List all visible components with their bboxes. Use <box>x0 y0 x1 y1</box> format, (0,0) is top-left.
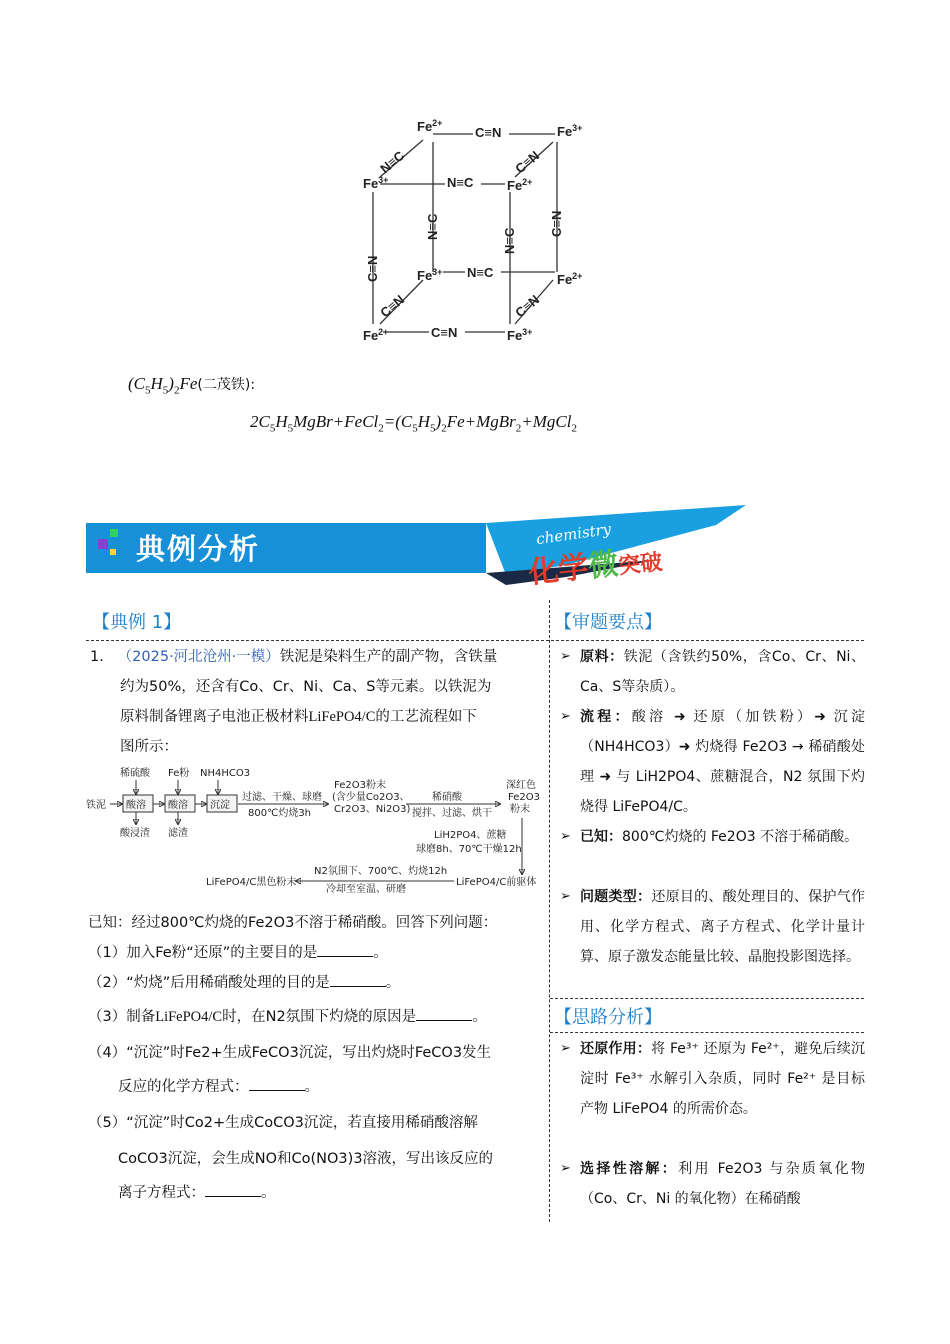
arrow-icon: ➢ <box>560 709 571 724</box>
flow-start: 铁泥 <box>86 800 106 811</box>
review-point-3: ➢ 已知：800℃灼烧的 Fe2O3 不溶于稀硝酸。 <box>560 822 865 852</box>
flow-product-1b: (含少量Co2O3、 <box>332 792 410 803</box>
flow-product-1a: Fe2O3粉末 <box>334 780 386 791</box>
svg-text:酸溶: 酸溶 <box>126 800 146 811</box>
example-heading: 【典例 1】 <box>92 612 182 633</box>
divider-mid <box>550 998 864 999</box>
lattice-bond-diag-4: C≡N <box>512 291 543 321</box>
svg-text:沉淀: 沉淀 <box>210 800 230 811</box>
intro-line-1: 1. （2025·河北沧州·一模）铁泥是染料生产的副产物，含铁量 <box>90 649 498 665</box>
lattice-corner-7: $Fe^{2+}$ <box>363 327 389 343</box>
arrow-icon: ➢ <box>560 649 571 664</box>
flow-step-3a: LiH2PO4、蔗糖 <box>434 830 507 841</box>
ferrocene-label: (二茂铁): <box>197 377 256 393</box>
flow-product-1c: Cr2O3、Ni2O3) <box>334 804 411 815</box>
flow-step-1-bottom: 800℃灼烧3h <box>248 808 312 819</box>
lattice-bond-mid-v: N≡C <box>425 213 440 240</box>
svg-text:酸溶: 酸溶 <box>168 800 188 811</box>
ferrocene-equation: $2C_5H_5MgBr+FeCl_2=(C_5H_5)_2Fe+MgBr_2+MgCl_2$ <box>250 412 577 435</box>
intro-line-4: 图所示： <box>120 739 178 755</box>
banner-square-yellow <box>110 549 116 555</box>
lattice-corner-4: $Fe^{2+}$ <box>507 177 533 193</box>
question-4-cont: 反应的化学方程式： 。 <box>88 1072 550 1102</box>
arrow-icon: ➢ <box>560 1041 571 1056</box>
lattice-bond-bottom: C≡N <box>431 325 458 340</box>
lattice-bond-mid: N≡C <box>447 175 474 190</box>
lattice-corner-3: $Fe^{3+}$ <box>363 175 389 191</box>
flow-product-2b: Fe2O3 <box>508 792 540 803</box>
banner-square-green <box>110 529 118 537</box>
lattice-corner-1: $Fe^{2+}$ <box>417 118 443 134</box>
prussian-blue-lattice-figure <box>355 112 595 352</box>
lattice-bond-inner-v: N≡C <box>502 227 517 254</box>
lattice-bond-left-v: C≡N <box>365 255 380 282</box>
flow-product-2c: 粉末 <box>510 804 530 815</box>
flow-waste-1: 酸浸渣 <box>120 828 150 839</box>
lattice-bond-low: N≡C <box>467 265 494 280</box>
question-5-cont-1: CoCO3沉淀，会生成NO和Co(NO3)3溶液，写出该反应的 <box>118 1151 494 1167</box>
flow-reagent-1: 稀硫酸 <box>120 768 150 779</box>
lattice-bond-top: C≡N <box>475 125 502 140</box>
answer-blank-4[interactable] <box>249 1076 305 1091</box>
question-4: （4）“沉淀”时Fe2+生成FeCO3沉淀，写出灼烧时FeCO3发生 <box>88 1045 492 1061</box>
flow-reagent-2: Fe粉 <box>168 768 190 779</box>
flow-step-2-bottom: 搅拌、过滤、烘干 <box>412 808 492 819</box>
flow-step-4-top: N2氛围下、700℃、灼烧12h <box>314 866 448 877</box>
flow-product-2a: 深红色 <box>506 780 536 791</box>
divider-top <box>86 640 864 641</box>
flow-step-1-top: 过滤、干燥、球磨 <box>242 792 322 803</box>
questions <box>88 908 550 1208</box>
lattice-corner-2: $Fe^{3+}$ <box>557 123 583 139</box>
question-2: （2）“灼烧”后用稀硝酸处理的目的是 。 <box>88 968 550 998</box>
arrow-icon: ➢ <box>560 889 571 904</box>
analysis-point-1: ➢ 还原作用：将 Fe³⁺ 还原为 Fe²⁺，避免后续沉淀时 Fe³⁺ 水解引入杂质，同时 Fe²⁺ 是目标产物 LiFePO4 的所需价态。 <box>560 1034 865 1124</box>
lattice-corner-6: $Fe^{2+}$ <box>557 271 583 287</box>
lattice-bond-right-v: C≡N <box>549 210 564 237</box>
question-3: （3）制备LiFePO4/C时，在N2氛围下灼烧的原因是 。 <box>88 1002 550 1032</box>
banner-title: 典例分析 <box>136 532 261 566</box>
lattice-corner-5: $Fe^{3+}$ <box>417 267 443 283</box>
flow-step-4-bottom: 冷却至室温、研磨 <box>326 884 406 895</box>
divider-mid-2 <box>550 1032 864 1033</box>
arrow-icon: ➢ <box>560 829 571 844</box>
question-1: （1）加入Fe粉“还原”的主要目的是 。 <box>88 938 550 968</box>
flow-precursor: LiFePO4/C前驱体 <box>456 877 537 888</box>
review-point-1: ➢ 原料：铁泥（含铁约50%，含Co、Cr、Ni、Ca、S等杂质）。 <box>560 642 865 702</box>
answer-blank-2[interactable] <box>330 972 386 987</box>
review-heading: 【审题要点】 <box>554 612 662 633</box>
review-point-2: ➢ 流程：酸溶 ➜ 还原（加铁粉）➜ 沉淀（NH4HCO3）➜ 灼烧得 Fe2O3 → 稀硝酸处理 ➜ 与 LiH2PO4、蔗糖混合，N2 氛围下灼烧得 LiFePO4/C。 <box>560 702 865 822</box>
answer-blank-3[interactable] <box>416 1006 472 1021</box>
review-point-4: ➢ 问题类型：还原目的、酸处理目的、保护气作用、化学方程式、离子方程式、化学计量计算、原子激发态能量比较、晶胞投影图选择。 <box>560 882 865 972</box>
question-5-cont-2: 离子方程式： 。 <box>88 1178 550 1208</box>
arrow-icon: ➢ <box>560 1161 571 1176</box>
lattice-corner-8: $Fe^{3+}$ <box>507 327 533 343</box>
question-source: （2025·河北沧州·一模） <box>117 649 280 665</box>
process-flowchart <box>86 766 546 896</box>
answer-blank-1[interactable] <box>317 942 373 957</box>
flow-step-3b: 球磨8h、70℃干燥12h <box>416 844 522 855</box>
intro-line-3: 原料制备锂离子电池正极材料LiFePO4/C的工艺流程如下 <box>120 709 477 725</box>
logo-en: chemistry <box>535 519 613 549</box>
question-intro <box>90 642 548 762</box>
answer-blank-5[interactable] <box>205 1182 261 1197</box>
flow-waste-2: 滤渣 <box>168 828 188 839</box>
intro-line-2: 约为50%，还含有Co、Cr、Ni、Ca、S等元素。以铁泥为 <box>120 679 492 695</box>
analysis-point-2: ➢ 选择性溶解：利用 Fe2O3 与杂质氧化物（Co、Cr、Ni 的氧化物）在稀硝酸 <box>560 1154 865 1214</box>
banner-square-purple <box>98 539 108 549</box>
question-5: （5）“沉淀”时Co2+生成CoCO3沉淀，若直接用稀硝酸溶解 <box>88 1115 478 1131</box>
ferrocene-line: $(C_5H_5)_2Fe$(二茂铁): <box>128 374 256 397</box>
flow-final: LiFePO4/C黑色粉末 <box>206 877 297 888</box>
lattice-bond-diag-1: N≡C <box>377 147 408 177</box>
known-line: 已知：经过800℃灼烧的Fe2O3不溶于稀硝酸。回答下列问题： <box>88 915 498 931</box>
flow-reagent-3: NH4HCO3 <box>200 768 251 779</box>
section-banner <box>86 505 766 595</box>
logo-cn: 化学微突破 <box>526 546 664 591</box>
lattice-bond-diag-3: C≡N <box>377 291 408 321</box>
flow-step-2-top: 稀硝酸 <box>432 792 462 803</box>
lattice-bond-diag-2: C≡N <box>512 147 543 177</box>
analysis-heading: 【思路分析】 <box>554 1007 662 1028</box>
